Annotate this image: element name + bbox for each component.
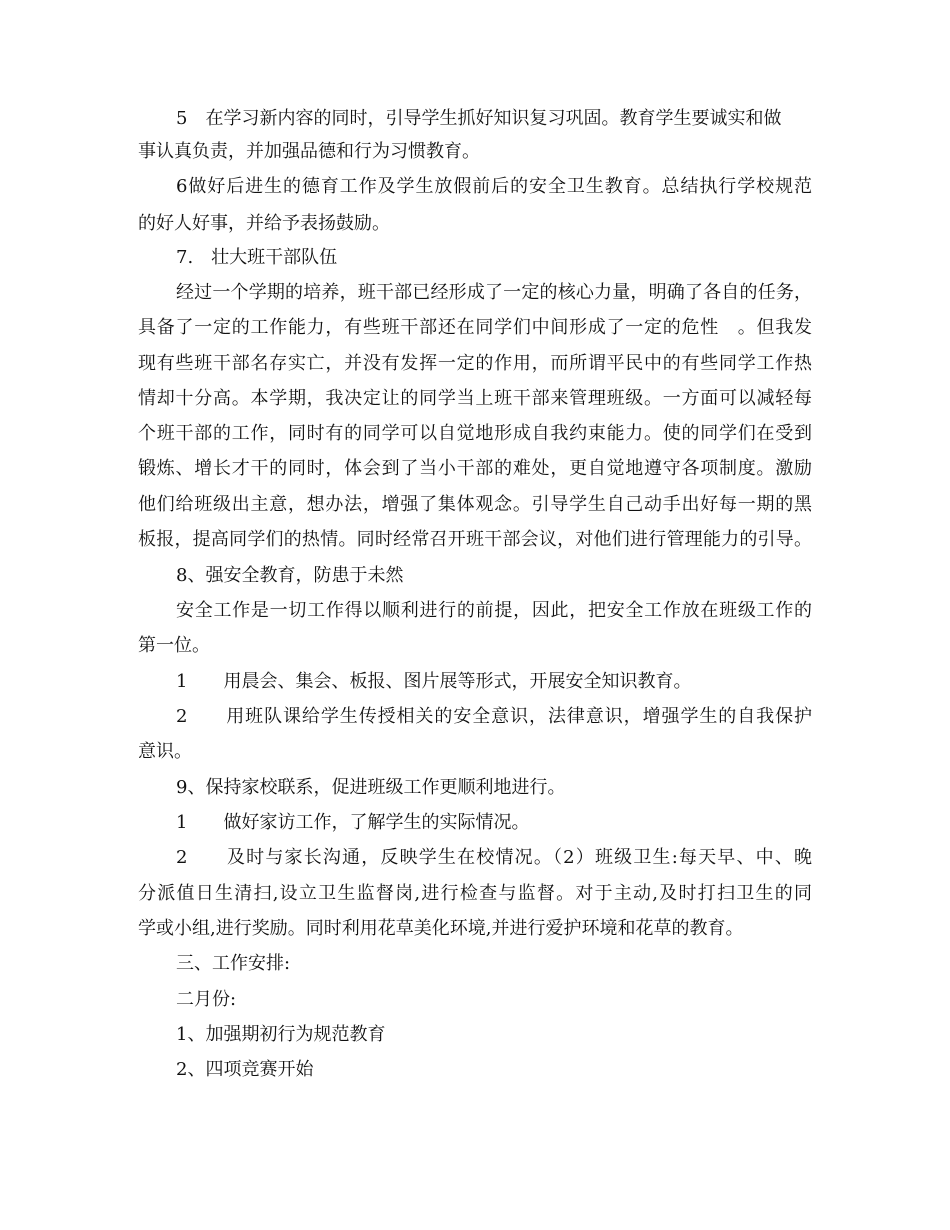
text-line: 分派值日生清扫,设立卫生监督岗,进行检查与监督。对于主动,及时打扫卫生的同 (138, 883, 812, 904)
text-line: 9、保持家校联系，促进班级工作更顺利地进行。 (176, 777, 566, 798)
text-line: 现有些班干部名存实亡，并没有发挥一定的作用，而所谓平民中的有些同学工作热 (138, 353, 812, 374)
text-line: 二月份: (176, 989, 237, 1010)
text-line: 2 用班队课给学生传授相关的安全意识，法律意识，增强学生的自我保护 (176, 706, 812, 727)
text-line: 5 在学习新内容的同时，引导学生抓好知识复习巩固。教育学生要诚实和做 (176, 108, 782, 129)
text-line: 锻炼、增长才干的同时，体会到了当小干部的难处，更自觉地遵守各项制度。激励 (138, 458, 812, 479)
text-line: 1 做好家访工作，了解学生的实际情况。 (176, 812, 530, 833)
text-line: 经过一个学期的培养，班干部已经形成了一定的核心力量，明确了各自的任务， (176, 282, 812, 303)
text-line: 具备了一定的工作能力，有些班干部还在同学们中间形成了一定的危性 。但我发 (138, 317, 812, 338)
text-line: 三、工作安排: (176, 953, 291, 974)
text-line: 意识。 (138, 741, 192, 762)
text-line: 板报，提高同学们的热情。同时经常召开班干部会议，对他们进行管理能力的引导。 (138, 529, 812, 550)
text-line: 7. 壮大班干部队伍 (176, 247, 338, 268)
text-line: 个班干部的工作，同时有的同学可以自觉地形成自我约束能力。使的同学们在受到 (138, 423, 812, 444)
text-line: 1 用晨会、集会、板报、图片展等形式，开展安全知识教育。 (176, 671, 692, 692)
text-line: 他们给班级出主意，想办法，增强了集体观念。引导学生自己动手出好每一期的黑 (138, 494, 812, 515)
text-line: 1、加强期初行为规范教育 (176, 1024, 386, 1045)
text-line: 的好人好事，并给予表扬鼓励。 (138, 213, 390, 234)
text-line: 情却十分高。本学期，我决定让的同学当上班干部来管理班级。一方面可以减轻每 (138, 388, 812, 409)
text-line: 事认真负责，并加强品德和行为习惯教育。 (138, 141, 480, 162)
text-line: 2 及时与家长沟通，反映学生在校情况。（2）班级卫生:每天早、中、晚 (176, 847, 812, 868)
text-line: 8、强安全教育，防患于未然 (176, 565, 404, 586)
text-line: 第一位。 (138, 635, 210, 656)
text-line: 学或小组,进行奖励。同时利用花草美化环境,并进行爱护环境和花草的教育。 (138, 918, 744, 939)
text-line: 6做好后进生的德育工作及学生放假前后的安全卫生教育。总结执行学校规范 (176, 176, 812, 197)
text-line: 2、四项竞赛开始 (176, 1059, 314, 1080)
text-line: 安全工作是一切工作得以顺利进行的前提，因此，把安全工作放在班级工作的 (176, 600, 812, 621)
